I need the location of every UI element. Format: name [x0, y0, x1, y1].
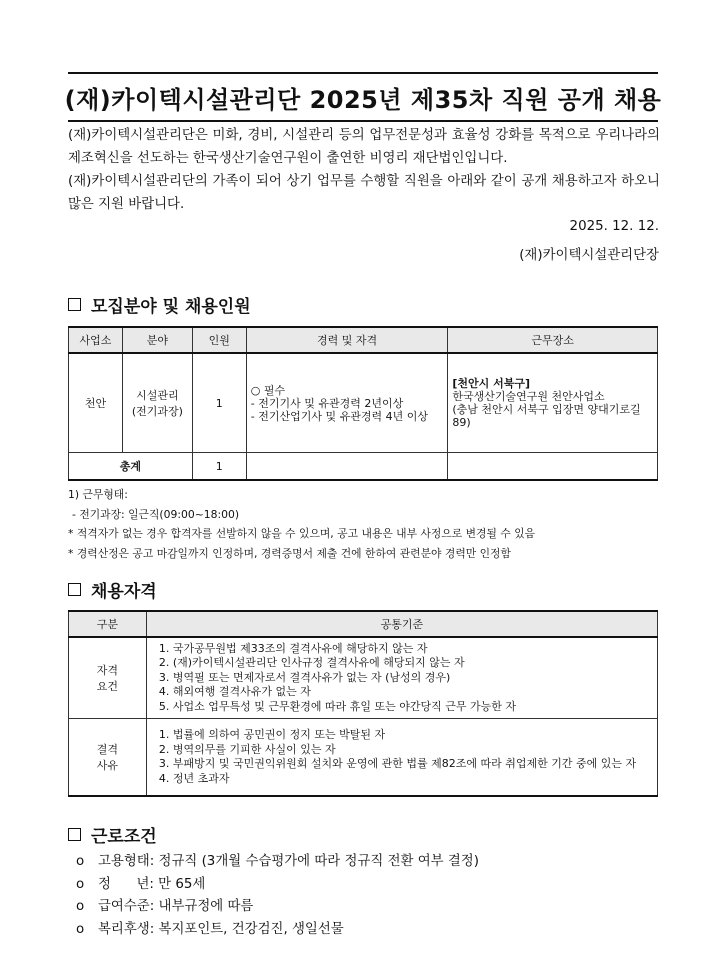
recruitment-notes — [68, 485, 668, 563]
list-item — [76, 851, 479, 874]
list-item: 1. 법률에 의하여 공민권이 정지 또는 박탈된 자 — [158, 728, 386, 741]
list-item: 3. 병역필 또는 면제자로서 결격사유가 없는 자 (남성의 경우) — [158, 670, 451, 684]
cell-disqualification-list — [146, 719, 657, 797]
header-qualification: 경력 및 자격 — [246, 327, 448, 353]
field-name: 시설관리 — [136, 389, 179, 402]
page-title: (재)카이텍시설관리단 2025년 제35차 직원 공개 채용 — [64, 85, 662, 114]
issuer-name: (재)카이텍시설관리단장 — [519, 248, 659, 263]
table-row — [69, 719, 658, 797]
header-field: 분야 — [122, 327, 192, 353]
workplace-name: 한국생산기술연구원 천안사업소 — [452, 390, 605, 403]
list-item — [76, 874, 479, 897]
workplace-region: [천안시 서북구] — [452, 377, 530, 390]
section-conditions-heading — [68, 822, 157, 847]
disqualification-label-2: 사유 — [96, 759, 119, 772]
circle-bullet-icon: o — [76, 921, 85, 937]
list-item: 4. 해외여행 결격사유가 없는 자 — [158, 685, 311, 699]
recruitment-table-header — [69, 327, 658, 353]
section-recruitment-heading — [68, 292, 251, 317]
condition-salary: 급여수준: 내부규정에 따름 — [98, 899, 254, 914]
header-workplace: 근무장소 — [448, 327, 658, 353]
list-item: 2. 병역의무를 기피한 사실이 있는 자 — [158, 742, 336, 756]
disqualification-label-1: 결격 — [96, 743, 119, 756]
total-label: 총계 — [69, 453, 193, 481]
cell-office: 천안 — [69, 353, 123, 453]
header-office: 사업소 — [69, 327, 123, 353]
total-empty-1 — [246, 453, 448, 481]
intro-text — [68, 124, 660, 216]
square-bullet-icon — [68, 828, 81, 841]
cell-qualification — [246, 353, 448, 453]
total-empty-2 — [448, 453, 658, 481]
list-item: 5. 사업소 업무특성 및 근무환경에 따라 휴일 또는 야간당직 근무 가능한 자 — [158, 699, 516, 713]
section-recruitment-title: 모집분야 및 채용인원 — [91, 297, 251, 317]
list-item — [76, 919, 479, 942]
circle-bullet-icon: o — [76, 854, 85, 869]
recruitment-table — [68, 326, 658, 481]
table-total-row — [69, 453, 658, 481]
condition-benefits: 복리후생: 복지포인트, 건강검진, 생일선물 — [98, 921, 344, 937]
qual-item-2: - 전기산업기사 및 유관경력 4년 이상 — [250, 409, 428, 423]
header-category: 구분 — [69, 611, 147, 637]
list-item — [76, 896, 479, 919]
qualification-table-header — [69, 611, 658, 637]
note-line: * 적격자가 없는 경우 합격자를 선발하지 않을 수 있으며, 공고 내용은 내부 사정으로 변경될 수 있음 — [68, 527, 536, 540]
cell-field — [122, 353, 192, 453]
square-bullet-icon — [68, 583, 81, 596]
qualification-table — [68, 610, 658, 797]
list-item: 2. (재)카이텍시설관리단 인사규정 결격사유에 해당되지 않는 자 — [158, 656, 465, 670]
cell-requirements-label — [69, 637, 147, 719]
note-line: 1) 근무형태: — [68, 488, 128, 501]
cell-workplace — [448, 353, 658, 453]
workplace-address: (충남 천안시 서북구 입장면 양대기로길 89) — [452, 403, 641, 429]
list-item: 1. 국가공무원법 제33조의 결격사유에 해당하지 않는 자 — [158, 641, 428, 655]
circle-bullet-icon: o — [76, 899, 85, 914]
intro-paragraph-2: (재)카이텍시설관리단의 가족이 되어 상기 업무를 수행할 직원을 아래와 같이 공개 채용하고자 하오니 많은 지원 바랍니다. — [68, 174, 660, 212]
condition-retirement-age: 정 년: 만 65세 — [98, 876, 206, 892]
section-qualification-heading — [68, 577, 157, 602]
intro-paragraph-1: (재)카이텍시설관리단은 미화, 경비, 시설관리 등의 업무전문성과 효율성 강화를 목적으로 우리나라의 제조혁신을 선도하는 한국생산기술연구원이 출연한 비영리 재단법인입니다. — [68, 128, 660, 166]
total-count: 1 — [192, 453, 246, 481]
condition-employment-type: 고용형태: 정규직 (3개월 수습평가에 따라 정규직 전환 여부 결정) — [98, 854, 479, 869]
header-count: 인원 — [192, 327, 246, 353]
header-common-criteria: 공통기준 — [146, 611, 657, 637]
qual-item-1: - 전기기사 및 유관경력 2년이상 — [250, 396, 404, 410]
list-item: 3. 부패방지 및 국민권익위원회 설치와 운영에 관한 법률 제82조에 따라 취업제한 기간 중에 있는 자 — [158, 757, 637, 770]
note-line: - 전기과장: 일근직(09:00~18:00) — [72, 507, 240, 521]
list-item: 4. 정년 초과자 — [158, 771, 230, 785]
table-row — [69, 353, 658, 453]
note-line: * 경력산정은 공고 마감일까지 인정하며, 경력증명서 제출 건에 한하여 관련분야 경력만 인정함 — [68, 546, 511, 560]
cell-count: 1 — [192, 353, 246, 453]
requirements-label-2: 요건 — [96, 680, 119, 693]
square-bullet-icon — [68, 298, 81, 311]
circle-bullet-icon: o — [76, 876, 85, 892]
requirements-label-1: 자격 — [96, 664, 119, 677]
cell-disqualification-label — [69, 719, 147, 797]
notice-date: 2025. 12. 12. — [569, 219, 659, 234]
qual-required: ○ 필수 — [250, 383, 286, 397]
field-role: (전기과장) — [131, 405, 183, 418]
section-conditions-title: 근로조건 — [91, 827, 157, 847]
section-qualification-title: 채용자격 — [91, 582, 157, 602]
title-box — [64, 72, 662, 122]
cell-requirements-list — [146, 637, 657, 719]
table-row — [69, 637, 658, 719]
conditions-list — [76, 851, 479, 941]
